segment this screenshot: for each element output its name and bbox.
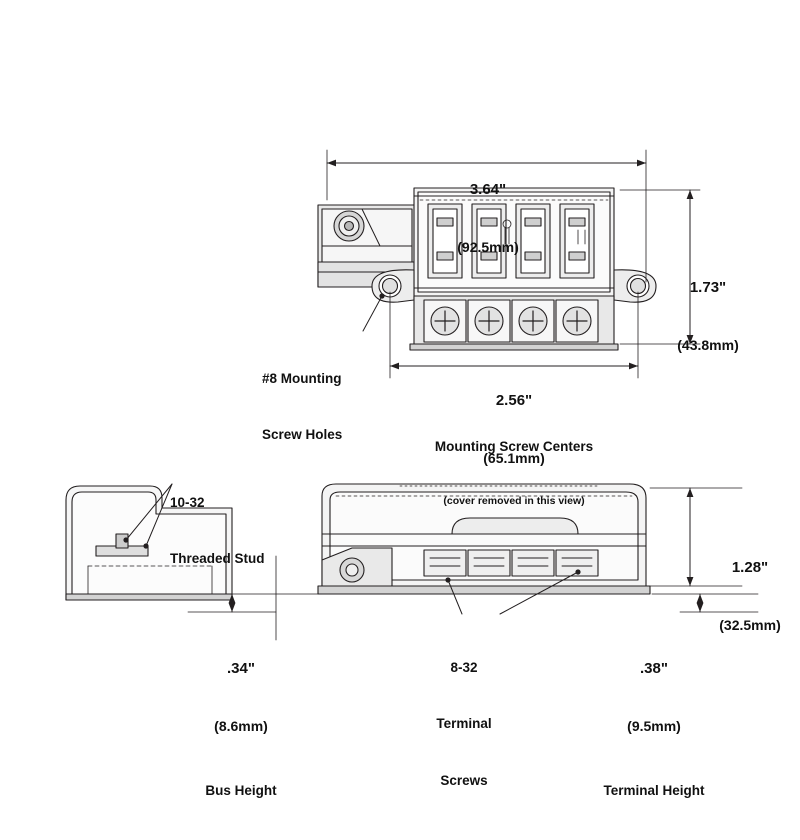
dim-overall-width-label: 3.64" (92.5mm) [457,181,519,256]
dim-screw-centers-label: 2.56" (65.1mm) [483,392,545,467]
threaded-stud-callout: 10-32 Threaded Stud [170,495,265,567]
terminal-screw-row [410,296,618,350]
mounting-holes-callout: #8 Mounting Screw Holes [262,371,343,443]
leader-mounting-holes [363,296,382,331]
dim-terminal-height-label: .38" (9.5mm) Terminal Height [603,660,705,799]
dim-bus-height-label: .34" (8.6mm) Bus Height [205,660,277,799]
terminal-screws-callout: 8-32 Terminal Screws [436,660,492,788]
screw-centers-title: Mounting Screw Centers (cover removed in this view) [434,439,594,508]
dim-overall-height-label: 1.73" (43.8mm) [677,279,739,354]
dim-overall-front-height-label: 1.28" (32.5mm) [719,559,781,634]
